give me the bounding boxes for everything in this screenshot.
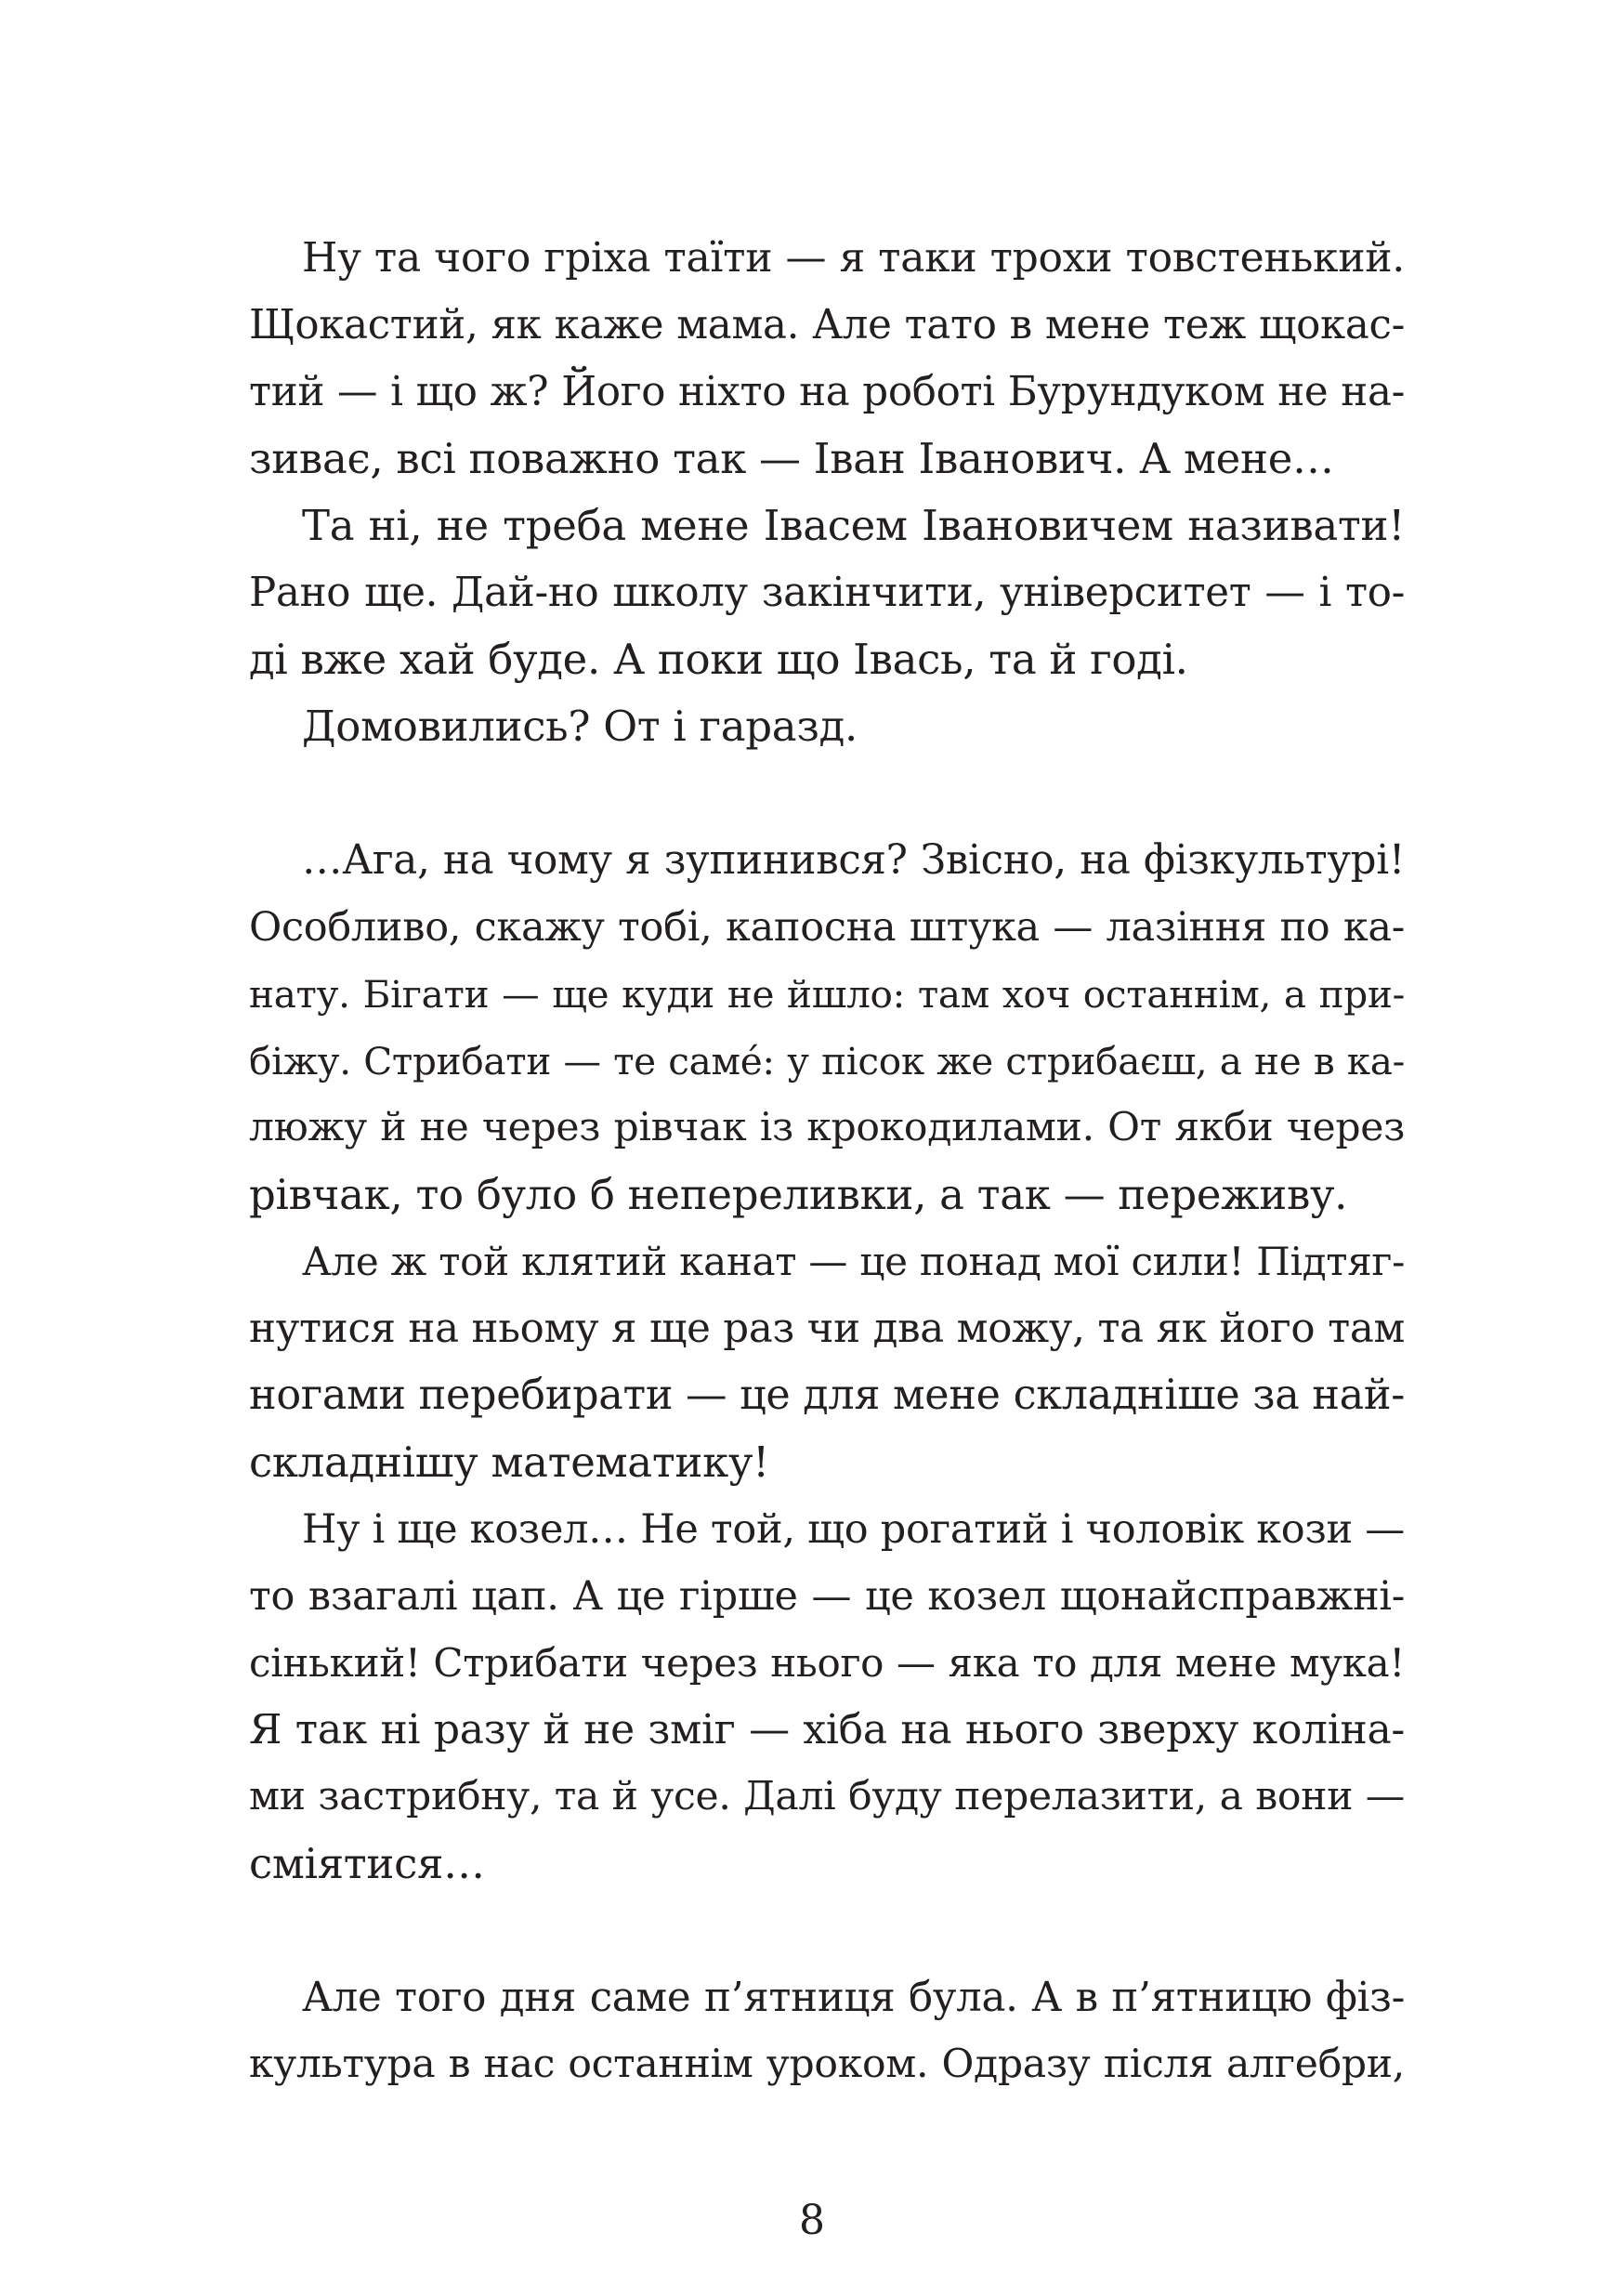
- text-line: біжу. Стрибати — те самé: у пісок же стрибаєш, а не в ка-: [249, 1039, 1405, 1083]
- text-line: ногами перебирати — це для мене складніше за най-: [249, 1372, 1405, 1419]
- text-line: нату. Бігати — ще куди не йшло: там хоч останнім, а при-: [249, 972, 1405, 1017]
- text-line: Ну та чого гріха таїти — я таки трохи товстенький.: [302, 234, 1405, 282]
- text-line: то взагалі цап. А це гірше — це козел щонайсправжні-: [249, 1573, 1405, 1620]
- text-line: Та ні, не треба мене Івасем Івановичем називати!: [302, 501, 1405, 550]
- text-line: зиває, всі поважно так — Іван Іванович. А мене…: [249, 434, 1334, 483]
- text-line: Особливо, скажу тобі, капосна штука — лазіння по ка-: [249, 904, 1405, 951]
- text-line: рівчак, то було б непереливки, а так — переживу.: [249, 1170, 1348, 1219]
- text-line: складнішу математику!: [249, 1438, 769, 1487]
- text-line: Рано ще. Дай-но школу закінчити, університет — і то-: [249, 570, 1405, 616]
- text-line: Але ж той клятий канат — це понад мої сили! Підтяг-: [302, 1239, 1405, 1284]
- text-line: ми застрибну, та й усе. Далі буду перелазити, а вони —: [249, 1774, 1405, 1819]
- text-line: тий — і що ж? Його ніхто на роботі Бурундуком не на-: [249, 369, 1405, 415]
- text-line: Ну і ще козел… Не той, що рогатий і чоловік кози —: [302, 1506, 1405, 1553]
- page-number: 8: [799, 2197, 825, 2244]
- text-line: ді вже хай буде. А поки що Івась, та й годі.: [249, 635, 1188, 684]
- text-line: люжу й не через рівчак із крокодилами. От якби через: [249, 1105, 1405, 1150]
- text-line: …Ага, на чому я зупинився? Звісно, на фізкультурі!: [302, 837, 1405, 884]
- text-line: Але того дня саме п’ятниця була. А в п’ятницю фіз-: [302, 1975, 1405, 2021]
- text-line: сміятися…: [249, 1839, 485, 1888]
- text-line: сінький! Стрибати через нього — яка то для мене мука!: [249, 1640, 1405, 1686]
- text-line: культура в нас останнім уроком. Одразу після алгебри,: [249, 2042, 1405, 2087]
- text-line: Щокастий, як каже мама. Але тато в мене теж щокас-: [249, 302, 1405, 348]
- text-line: Я так ні разу й не зміг — хіба на нього зверху коліна-: [249, 1706, 1405, 1753]
- text-line: Домовились? От і гаразд.: [302, 702, 858, 751]
- text-line: нутися на ньому я ще раз чи два можу, та як його там: [249, 1306, 1405, 1352]
